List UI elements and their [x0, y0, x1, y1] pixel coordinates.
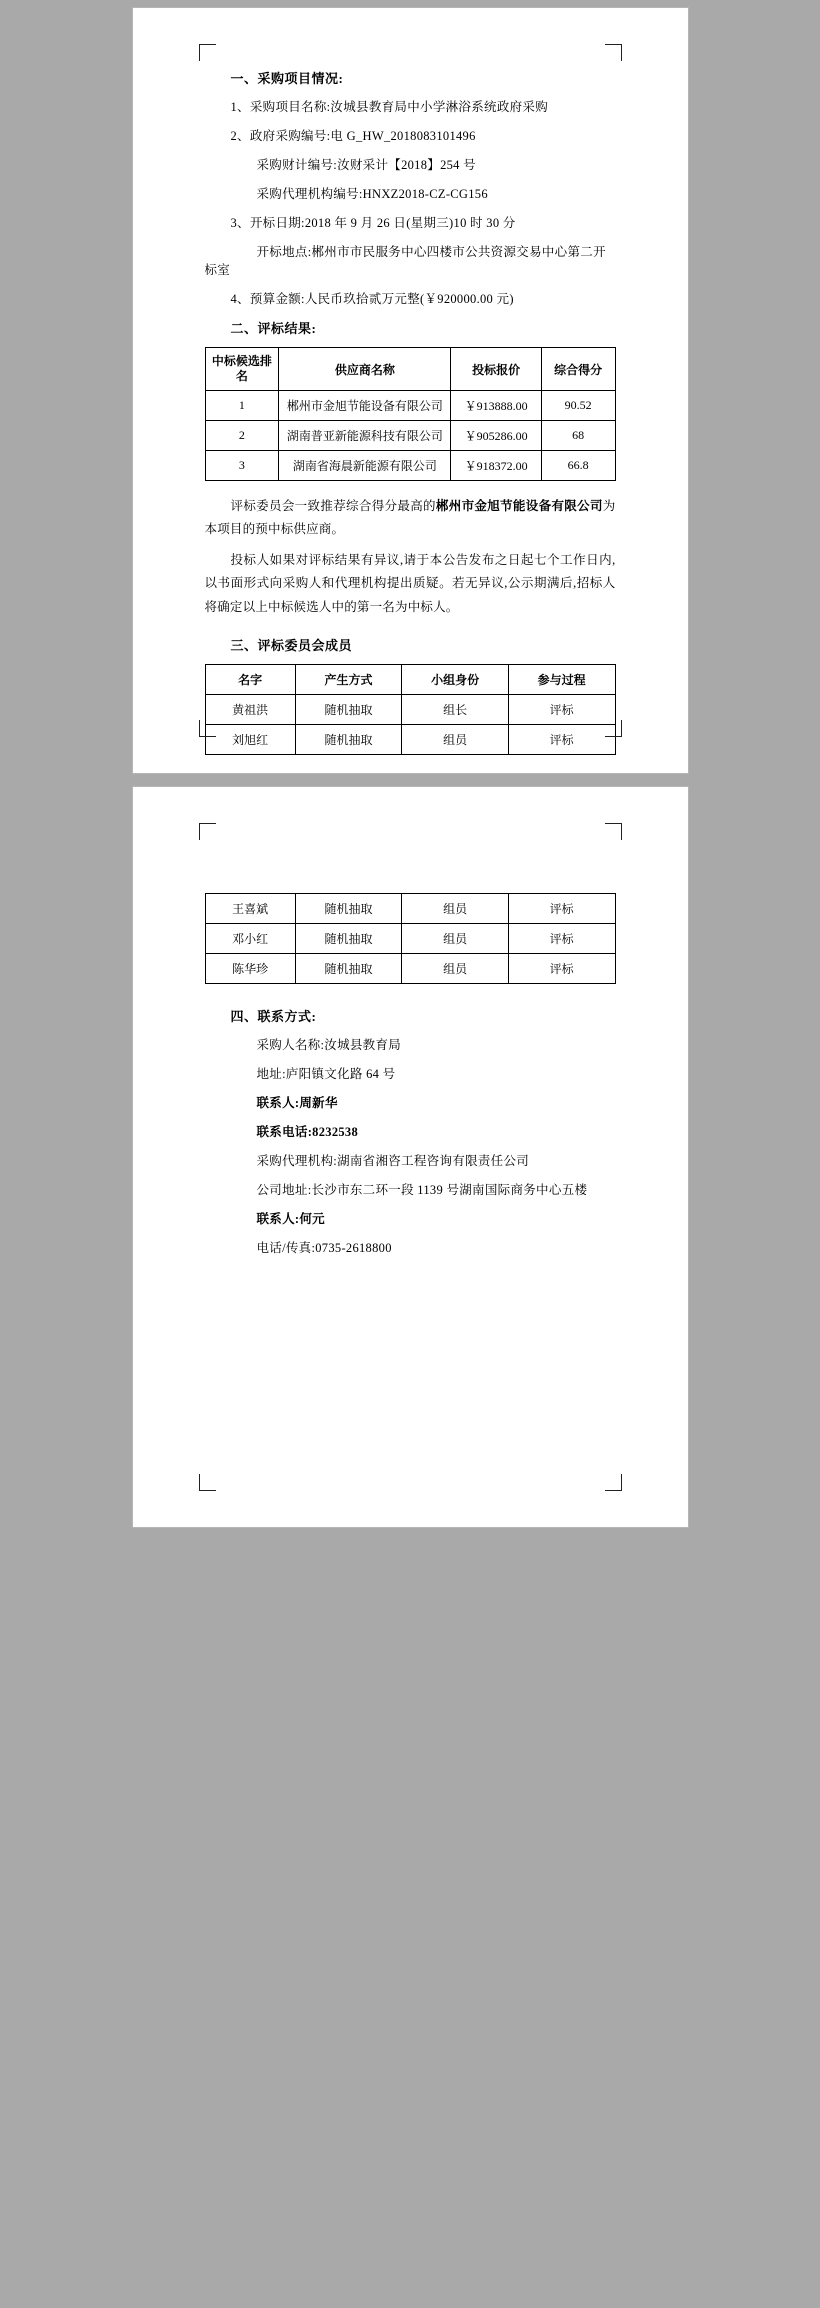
cell-selection-method: 随机抽取 — [295, 954, 402, 984]
cell-selection-method: 随机抽取 — [295, 694, 402, 724]
bid-result-table — [205, 347, 616, 481]
project-info-line: 采购财计编号:汝财采计【2018】254 号 — [256, 158, 476, 172]
cell-price: ￥913888.00 — [451, 391, 541, 421]
cell-group-role: 组员 — [402, 954, 509, 984]
table-row — [205, 391, 615, 421]
recommendation-pre: 评标委员会一致推荐综合得分最高的 — [230, 499, 436, 513]
column-header-price: 投标报价 — [451, 348, 541, 391]
table-row — [205, 954, 615, 984]
contact-line-agency-person: 联系人:何元 — [256, 1212, 325, 1226]
cell-participation: 评标 — [508, 694, 615, 724]
cell-rank: 3 — [205, 451, 279, 481]
column-header-name: 名字 — [205, 664, 295, 694]
crop-mark-top-left-icon — [199, 44, 216, 61]
table-row — [205, 724, 615, 754]
cell-participation: 评标 — [508, 924, 615, 954]
table-header-row — [205, 664, 615, 694]
section-heading-bid-result: 二、评标结果: — [230, 321, 317, 336]
committee-table-page2 — [205, 893, 616, 984]
column-header-rank: 中标候选排名 — [205, 348, 279, 391]
crop-mark-top-right-icon — [605, 823, 622, 840]
contact-line-person: 联系人:周新华 — [256, 1096, 338, 1110]
column-header-score: 综合得分 — [541, 348, 615, 391]
crop-mark-bottom-left-icon — [199, 1474, 216, 1491]
cell-group-role: 组员 — [402, 724, 509, 754]
winning-supplier-name: 郴州市金旭节能设备有限公司 — [435, 499, 603, 513]
project-info-line: 开标地点:郴州市市民服务中心四楼市公共资源交易中心第二开标室 — [204, 245, 606, 277]
cell-group-role: 组员 — [402, 894, 509, 924]
section-heading-contact: 四、联系方式: — [230, 1009, 317, 1024]
table-row — [205, 924, 615, 954]
cell-selection-method: 随机抽取 — [295, 894, 402, 924]
table-row — [205, 894, 615, 924]
project-info-line: 1、采购项目名称:汝城县教育局中小学淋浴系统政府采购 — [230, 100, 549, 114]
document-page-2 — [133, 787, 688, 1527]
cell-member-name: 刘旭红 — [205, 724, 295, 754]
contact-line-fax: 电话/传真:0735-2618800 — [256, 1241, 392, 1255]
contact-line-agency: 采购代理机构:湖南省湘咨工程咨询有限责任公司 — [256, 1154, 530, 1168]
cell-member-name: 陈华珍 — [205, 954, 295, 984]
section-heading-procurement-info: 一、采购项目情况: — [230, 71, 344, 86]
recommendation-paragraph — [205, 495, 616, 541]
table-row — [205, 694, 615, 724]
committee-table-page1 — [205, 664, 616, 755]
column-header-selection-method: 产生方式 — [295, 664, 402, 694]
contact-line-company-address: 公司地址:长沙市东二环一段 1139 号湖南国际商务中心五楼 — [256, 1183, 588, 1197]
cell-member-name: 王喜斌 — [205, 894, 295, 924]
recommendation-post: 为本项目的预中标供应商。 — [204, 499, 616, 537]
document-page-1 — [133, 8, 688, 773]
cell-price: ￥905286.00 — [451, 421, 541, 451]
cell-selection-method: 随机抽取 — [295, 924, 402, 954]
crop-mark-top-left-icon — [199, 823, 216, 840]
section-heading-committee: 三、评标委员会成员 — [230, 637, 353, 653]
cell-group-role: 组长 — [402, 694, 509, 724]
cell-price: ￥918372.00 — [451, 451, 541, 481]
cell-selection-method: 随机抽取 — [295, 724, 402, 754]
cell-rank: 2 — [205, 421, 279, 451]
cell-score: 90.52 — [541, 391, 615, 421]
project-info-line: 2、政府采购编号:电 G_HW_2018083101496 — [230, 129, 476, 143]
cell-score: 66.8 — [541, 451, 615, 481]
cell-participation: 评标 — [508, 724, 615, 754]
crop-mark-top-right-icon — [605, 44, 622, 61]
table-header-row — [205, 348, 615, 391]
project-info-line: 3、开标日期:2018 年 9 月 26 日(星期三)10 时 30 分 — [230, 216, 516, 230]
contact-line-address: 地址:庐阳镇文化路 64 号 — [256, 1067, 396, 1081]
table-row — [205, 421, 615, 451]
column-header-participation: 参与过程 — [508, 664, 615, 694]
contact-line-purchaser-name: 采购人名称:汝城县教育局 — [256, 1038, 402, 1052]
column-header-group-role: 小组身份 — [402, 664, 509, 694]
project-info-line: 采购代理机构编号:HNXZ2018-CZ-CG156 — [256, 187, 488, 201]
objection-paragraph: 投标人如果对评标结果有异议,请于本公告发布之日起七个工作日内,以书面形式向采购人和代理机构提出质疑。若无异议,公示期满后,招标人将确定以上中标候选人中的第一名为中标人。 — [204, 553, 616, 614]
table-row — [205, 451, 615, 481]
cell-member-name: 邓小红 — [205, 924, 295, 954]
contact-line-phone: 联系电话:8232538 — [256, 1125, 359, 1139]
column-header-supplier: 供应商名称 — [279, 348, 451, 391]
cell-supplier: 湖南省海晨新能源有限公司 — [279, 451, 451, 481]
cell-supplier: 湖南普亚新能源科技有限公司 — [279, 421, 451, 451]
crop-mark-bottom-right-icon — [605, 1474, 622, 1491]
cell-participation: 评标 — [508, 894, 615, 924]
cell-score: 68 — [541, 421, 615, 451]
cell-group-role: 组员 — [402, 924, 509, 954]
cell-member-name: 黄祖洪 — [205, 694, 295, 724]
cell-supplier: 郴州市金旭节能设备有限公司 — [279, 391, 451, 421]
cell-rank: 1 — [205, 391, 279, 421]
cell-participation: 评标 — [508, 954, 615, 984]
project-info-line: 4、预算金额:人民币玖拾贰万元整(￥920000.00 元) — [230, 292, 514, 306]
